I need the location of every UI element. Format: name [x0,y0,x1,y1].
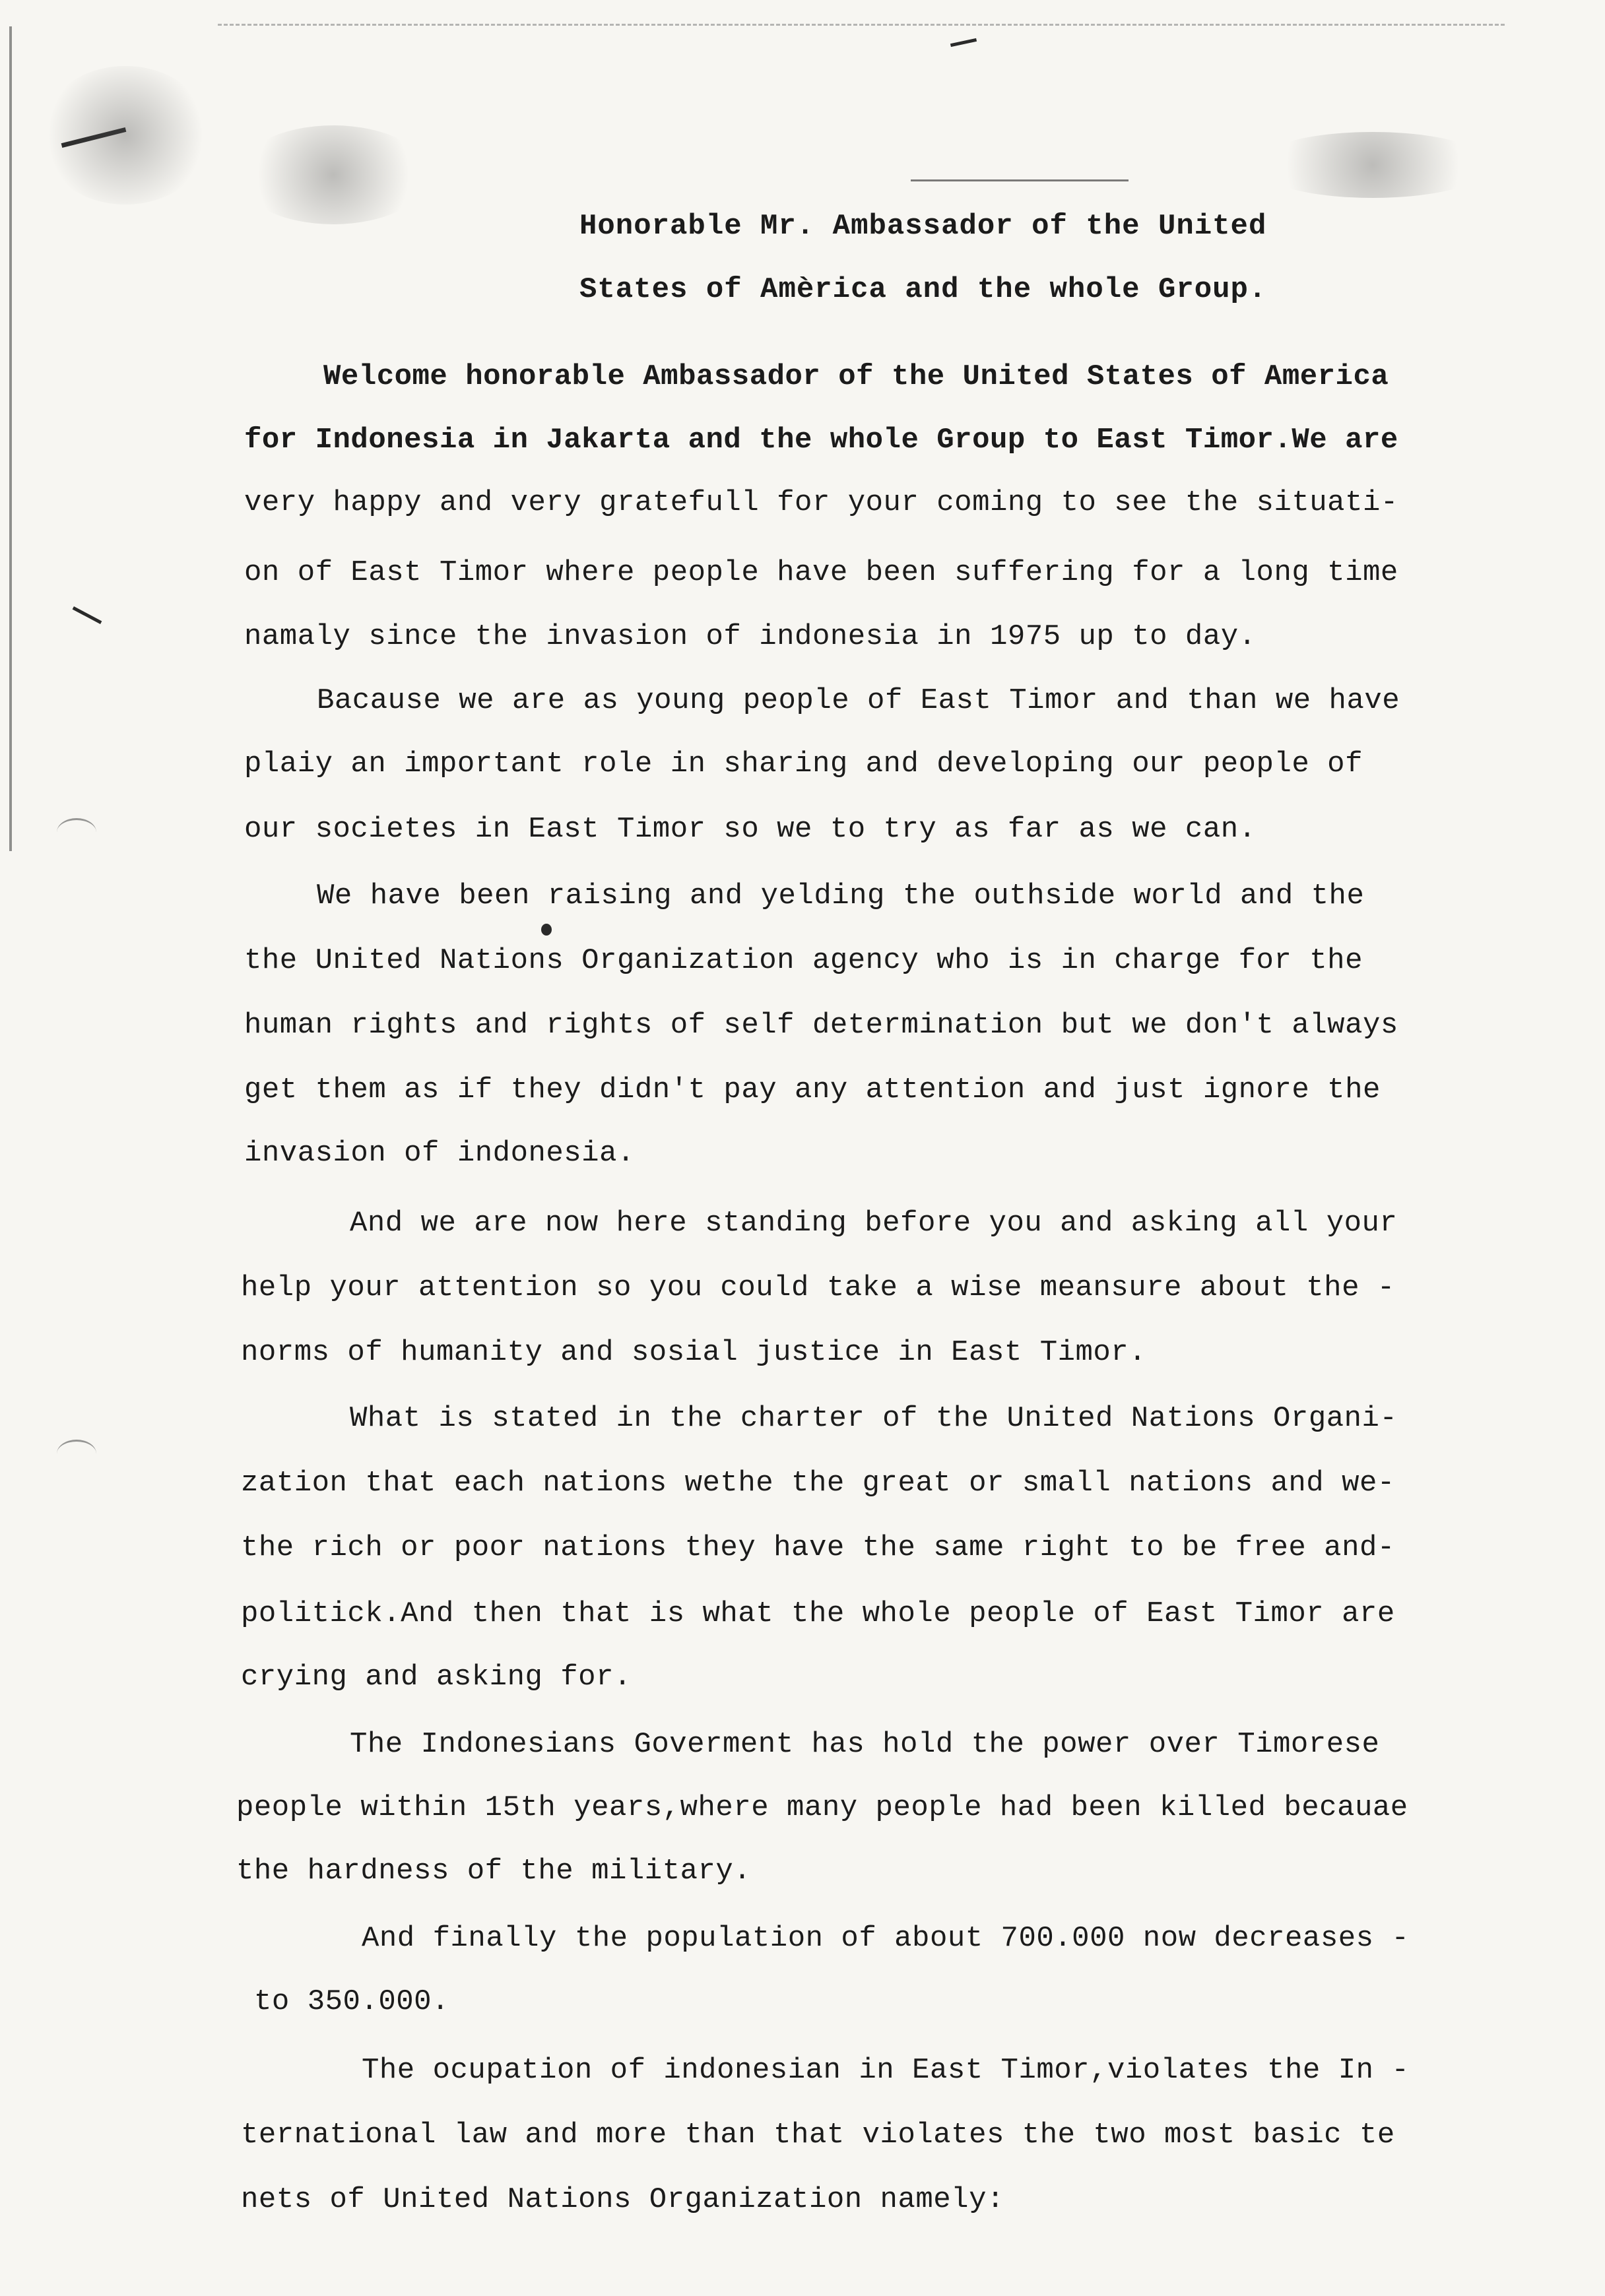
letter-heading-line: Honorable Mr. Ambassador of the United [579,210,1267,243]
body-line: get them as if they didn't pay any attention and just ignore the [244,1073,1381,1106]
body-line: And we are now here standing before you and asking all your [350,1207,1398,1240]
body-line: the hardness of the military. [236,1855,752,1888]
body-line: plaiy an important role in sharing and developing our people of [244,748,1363,781]
page-edge-shadow [9,26,12,851]
letter-heading-line: States of Amèrica and the whole Group. [579,273,1267,306]
arc-mark [57,1440,96,1468]
body-line: to 350.000. [254,1985,449,2018]
body-line: for Indonesia in Jakarta and the whole Group to East Timor.We are [244,424,1398,457]
body-line: nets of United Nations Organization namely: [241,2183,1004,2216]
body-line: The Indonesians Goverment has hold the power over Timorese [350,1728,1380,1761]
stroke-mark [911,179,1129,181]
body-line: invasion of indonesia. [244,1137,635,1170]
body-line: people within 15th years,where many people had been killed becauae [236,1791,1408,1824]
body-line: What is stated in the charter of the United Nations Organi- [350,1402,1398,1435]
body-line: We have been raising and yelding the outhside world and the [317,879,1365,912]
stroke-mark [950,38,977,47]
body-line: help your attention so you could take a wise meansure about the - [241,1271,1395,1304]
body-line: The ocupation of indonesian in East Timor,violates the In - [362,2054,1410,2087]
body-line: ternational law and more than that violates the two most basic te [241,2119,1395,2152]
body-line: the rich or poor nations they have the same right to be free and- [241,1531,1395,1564]
body-line: politick.And then that is what the whole people of East Timor are [241,1597,1395,1630]
smudge [238,125,429,224]
body-line: our societes in East Timor so we to try as far as we can. [244,813,1257,846]
body-line: Welcome honorable Ambassador of the United States of America [323,360,1389,393]
stroke-mark [73,606,102,624]
body-line: crying and asking for. [241,1661,632,1694]
body-line: norms of humanity and sosial justice in East Timor. [241,1336,1147,1369]
body-line: the United Nations Organization agency who is in charge for the [244,944,1363,977]
ink-dot [541,924,552,936]
body-line: human rights and rights of self determination but we don't always [244,1009,1398,1042]
body-line: Bacause we are as young people of East Timor and than we have [317,684,1400,717]
arc-mark [57,818,96,846]
body-line: namaly since the invasion of indonesia in 1975 up to day. [244,620,1257,653]
top-dashed-rule [218,24,1505,26]
body-line: very happy and very gratefull for your coming to see the situati- [244,486,1398,519]
smudge [1254,132,1491,198]
smudge [40,66,211,205]
body-line: on of East Timor where people have been suffering for a long time [244,556,1398,589]
body-line: And finally the population of about 700.000 now decreases - [362,1922,1410,1955]
body-line: zation that each nations wethe the great or small nations and we- [241,1467,1395,1500]
